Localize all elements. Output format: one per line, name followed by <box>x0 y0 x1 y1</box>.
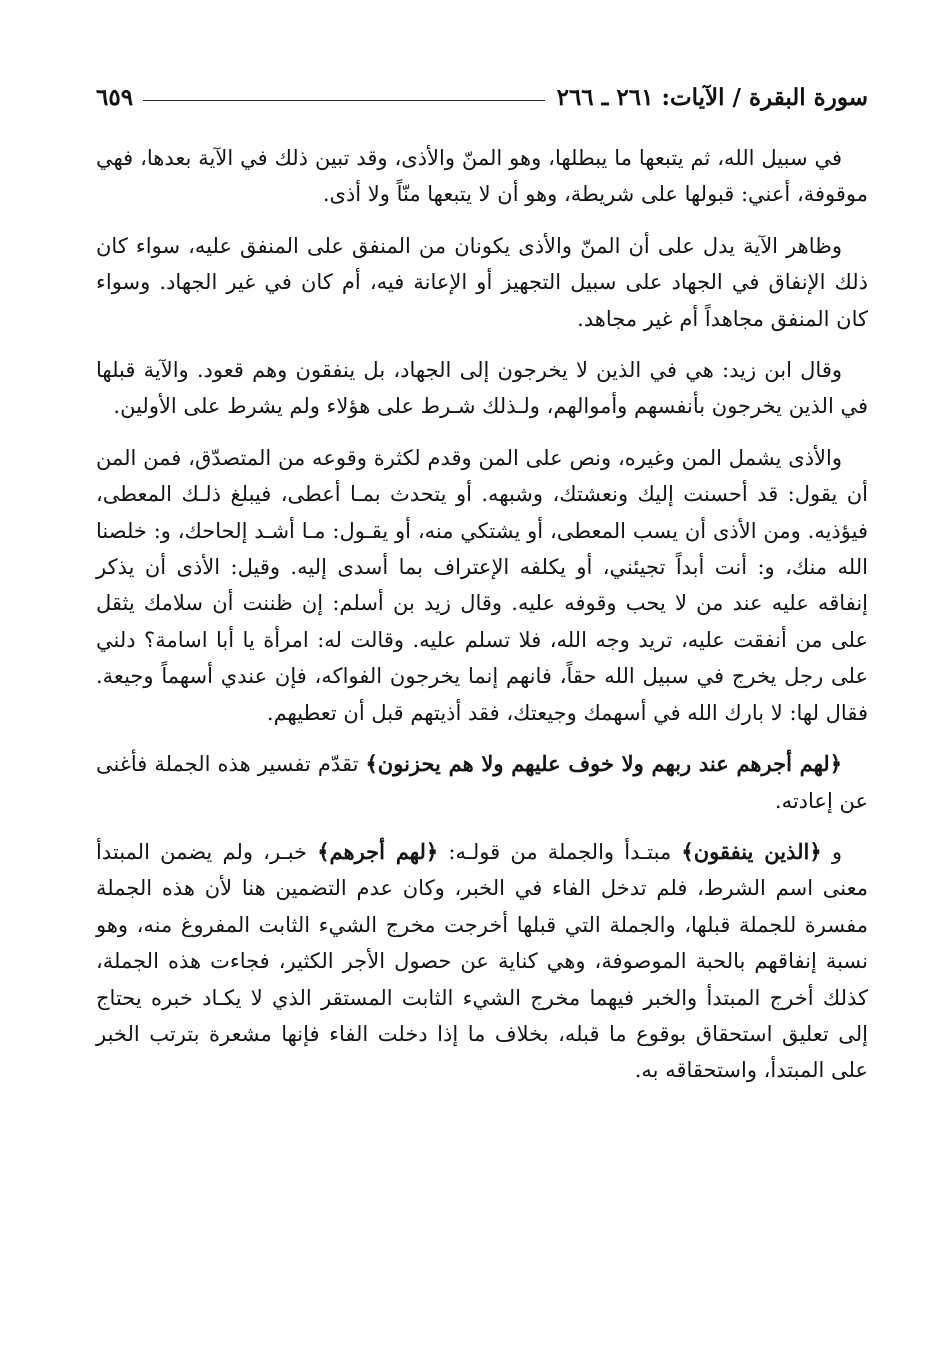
quran-bracket-open: ﴿ <box>809 838 822 864</box>
paragraph-5 <box>96 746 868 819</box>
running-title: سورة البقرة / الآيات: ٢٦١ ـ ٢٦٦ <box>556 83 868 111</box>
paragraph-lead: و <box>821 839 842 864</box>
paragraph-3 <box>96 352 868 425</box>
paragraph-2 <box>96 228 868 337</box>
quran-quote: الذين ينفقون <box>693 838 810 864</box>
quran-bracket-close: ﴾ <box>365 751 378 777</box>
header-rule <box>143 100 545 101</box>
paragraph-text: وقال ابن زيد: هي في الذين لا يخرجون إلى الجهاد، بل ينفقون وهم قعود. والآية قبلها في الذين يخرجون بأنفسهم وأموالهم، ولـذلك شـرط على هؤلاء ولم يشرط على الأولين. <box>96 358 868 419</box>
quran-quote: لهم أجرهم عند ربهم ولا خوف عليهم ولا هم يحزنون <box>377 751 830 777</box>
paragraph-text: والأذى يشمل المن وغيره، ونص على المن وقدم لكثرة وقوعه من المتصدّق، فمن المن أن يقول: قد أحسنت إليك ونعشتك، وشبهه. أو يتحدث بمـا أعطى، فيبلغ ذلـك المعطى، فيؤذيه. ومن الأذى أن يسب المعطى، أو يشتكي منه، أو يقـول: مـا أشـد إلحاحك، و: خلصنا الله منك، و: أنت أبداً تجيئني، أو يكلفه الإعتراف بما أسدى إليه. وقيل: الأذى أن يذكر إنفاقه عليه عند من لا يحب وقوفه عليه. وقال زيد بن أسلم: إن ظننت أن سلامك يثقل على من أنفقت عليه، تريد وجه الله، فلا تسلم عليه. وقالت له: امرأة يا أبا اسامة؟ دلني على رجل يخرج في سبيل الله حقاً، فانهم إنما يخرجون الفواكه، فإن عندي أسهماً وجيعة. فقال لها: لا بارك الله في أسهمك وجيعتك، فقد أذيتهم قبل أن تعطيهم. <box>96 445 868 725</box>
quran-bracket-open: ﴿ <box>425 838 439 864</box>
quran-bracket-close: ﴾ <box>681 838 694 864</box>
paragraph-6 <box>96 834 868 1089</box>
paragraph-text: في سبيل الله، ثم يتبعها ما يبطلها، وهو المنّ والأذى، وقد تبين ذلك في الآية بعدها، فهي موقوفة، أعني: قبولها على شريطة، وهو أن لا يتبعها منّاً ولا أذى. <box>96 146 868 207</box>
page-header <box>96 80 868 114</box>
paragraph-text: خبـر، ولم يضمن المبتدأ معنى اسم الشرط، فلم تدخل الفاء في الخبر، وكان عدم التضمين هنا لأن هذه الجملة مفسرة للجملة قبلها، والجملة التي قبلها أخرجت مخرج الشيء الثابت المفروغ منه، وهو نسبة إنفاقهم بالحبة الموصوفة، وهي كناية عن حصول الأجر الكثير، فجاءت هذه الجملة، كذلك أخرج المبتدأ والخبر فيهما مخرج الشيء الثابت المستقر الذي لا يكـاد خبره يحتاج إلى تعليق استحقاق بوقوع ما قبله، بخلاف ما إذا دخلت الفاء فإنها مشعرة بترتب الخبر على المبتدأ، واستحقاقه به. <box>96 839 868 1083</box>
page-body <box>96 140 868 1089</box>
paragraph-text: وظاهر الآية يدل على أن المنّ والأذى يكونان من المنفق على المنفق عليه، سواء كان ذلك الإنفاق في الجهاد على سبيل التجهيز أو الإعانة فيه، أم كان في غير الجهاد. وسواء كان المنفق مجاهداً أم غير مجاهد. <box>96 233 868 331</box>
quran-quote: لهم أجرهم <box>329 838 426 864</box>
paragraph-1 <box>96 140 868 213</box>
quran-bracket-close: ﴾ <box>317 838 330 864</box>
paragraph-text: تقدّم تفسير هذه الجملة فأغنى عن إعادته. <box>96 752 868 813</box>
paragraph-text: مبتـدأ والجملة من قولـه: <box>438 839 682 864</box>
page-number: ٦٥٩ <box>96 83 134 111</box>
quran-bracket-open: ﴿ <box>829 751 842 777</box>
paragraph-4 <box>96 440 868 731</box>
